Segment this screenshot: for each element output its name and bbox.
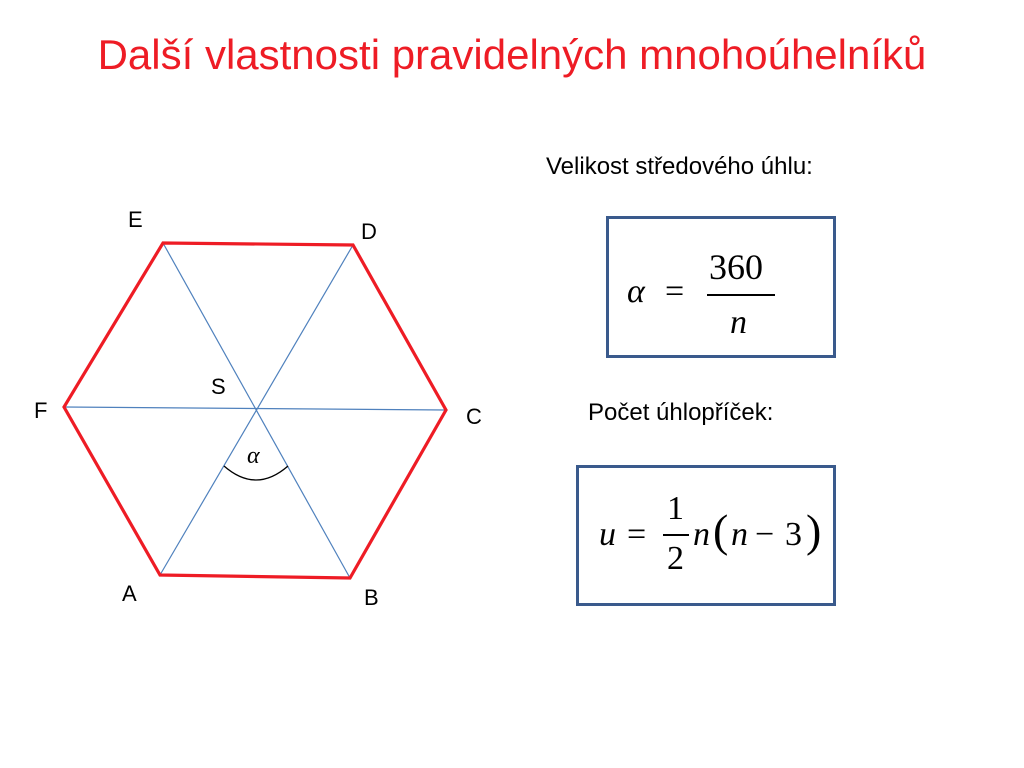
- formula2-factor-n: n: [693, 516, 710, 553]
- formula2-minus: −: [755, 516, 775, 553]
- diagonals-count-caption: Počet úhlopříček:: [588, 399, 774, 426]
- formula1-alpha: α: [627, 273, 645, 310]
- formula2-u: u: [599, 516, 616, 553]
- formula1-numerator: 360: [709, 247, 763, 287]
- formula2-fraction-bar: [663, 534, 689, 536]
- formula2-open-paren: (: [713, 505, 729, 556]
- formula1-equals: =: [665, 273, 685, 310]
- formula2-inner-n: n: [731, 516, 748, 553]
- vertex-label-b: B: [364, 585, 379, 610]
- vertex-label-e: E: [128, 207, 143, 232]
- formula2-equals: =: [627, 516, 647, 553]
- central-angle-formula-box: [606, 216, 836, 358]
- central-angle-caption: Velikost středového úhlu:: [546, 153, 813, 180]
- vertex-label-s: S: [211, 374, 226, 399]
- formula1-denominator: n: [730, 304, 747, 341]
- vertex-label-c: C: [466, 404, 482, 429]
- formula2-close-paren: ): [806, 505, 822, 556]
- vertex-label-d: D: [361, 219, 377, 244]
- formula1-fraction-bar: [707, 294, 775, 296]
- diagonals-count-formula-box: [576, 465, 836, 606]
- angle-alpha-symbol: α: [247, 443, 260, 469]
- vertex-label-f: F: [34, 398, 48, 423]
- formula2-numerator: 1: [667, 490, 684, 527]
- diagonal-b-e: [163, 243, 350, 578]
- formula2-inner-const: 3: [785, 516, 802, 553]
- vertex-label-a: A: [122, 581, 137, 606]
- slide-title: Další vlastnosti pravidelných mnohoúhelníků: [97, 31, 927, 78]
- formula2-denominator: 2: [667, 540, 684, 577]
- regular-hexagon: [64, 243, 446, 578]
